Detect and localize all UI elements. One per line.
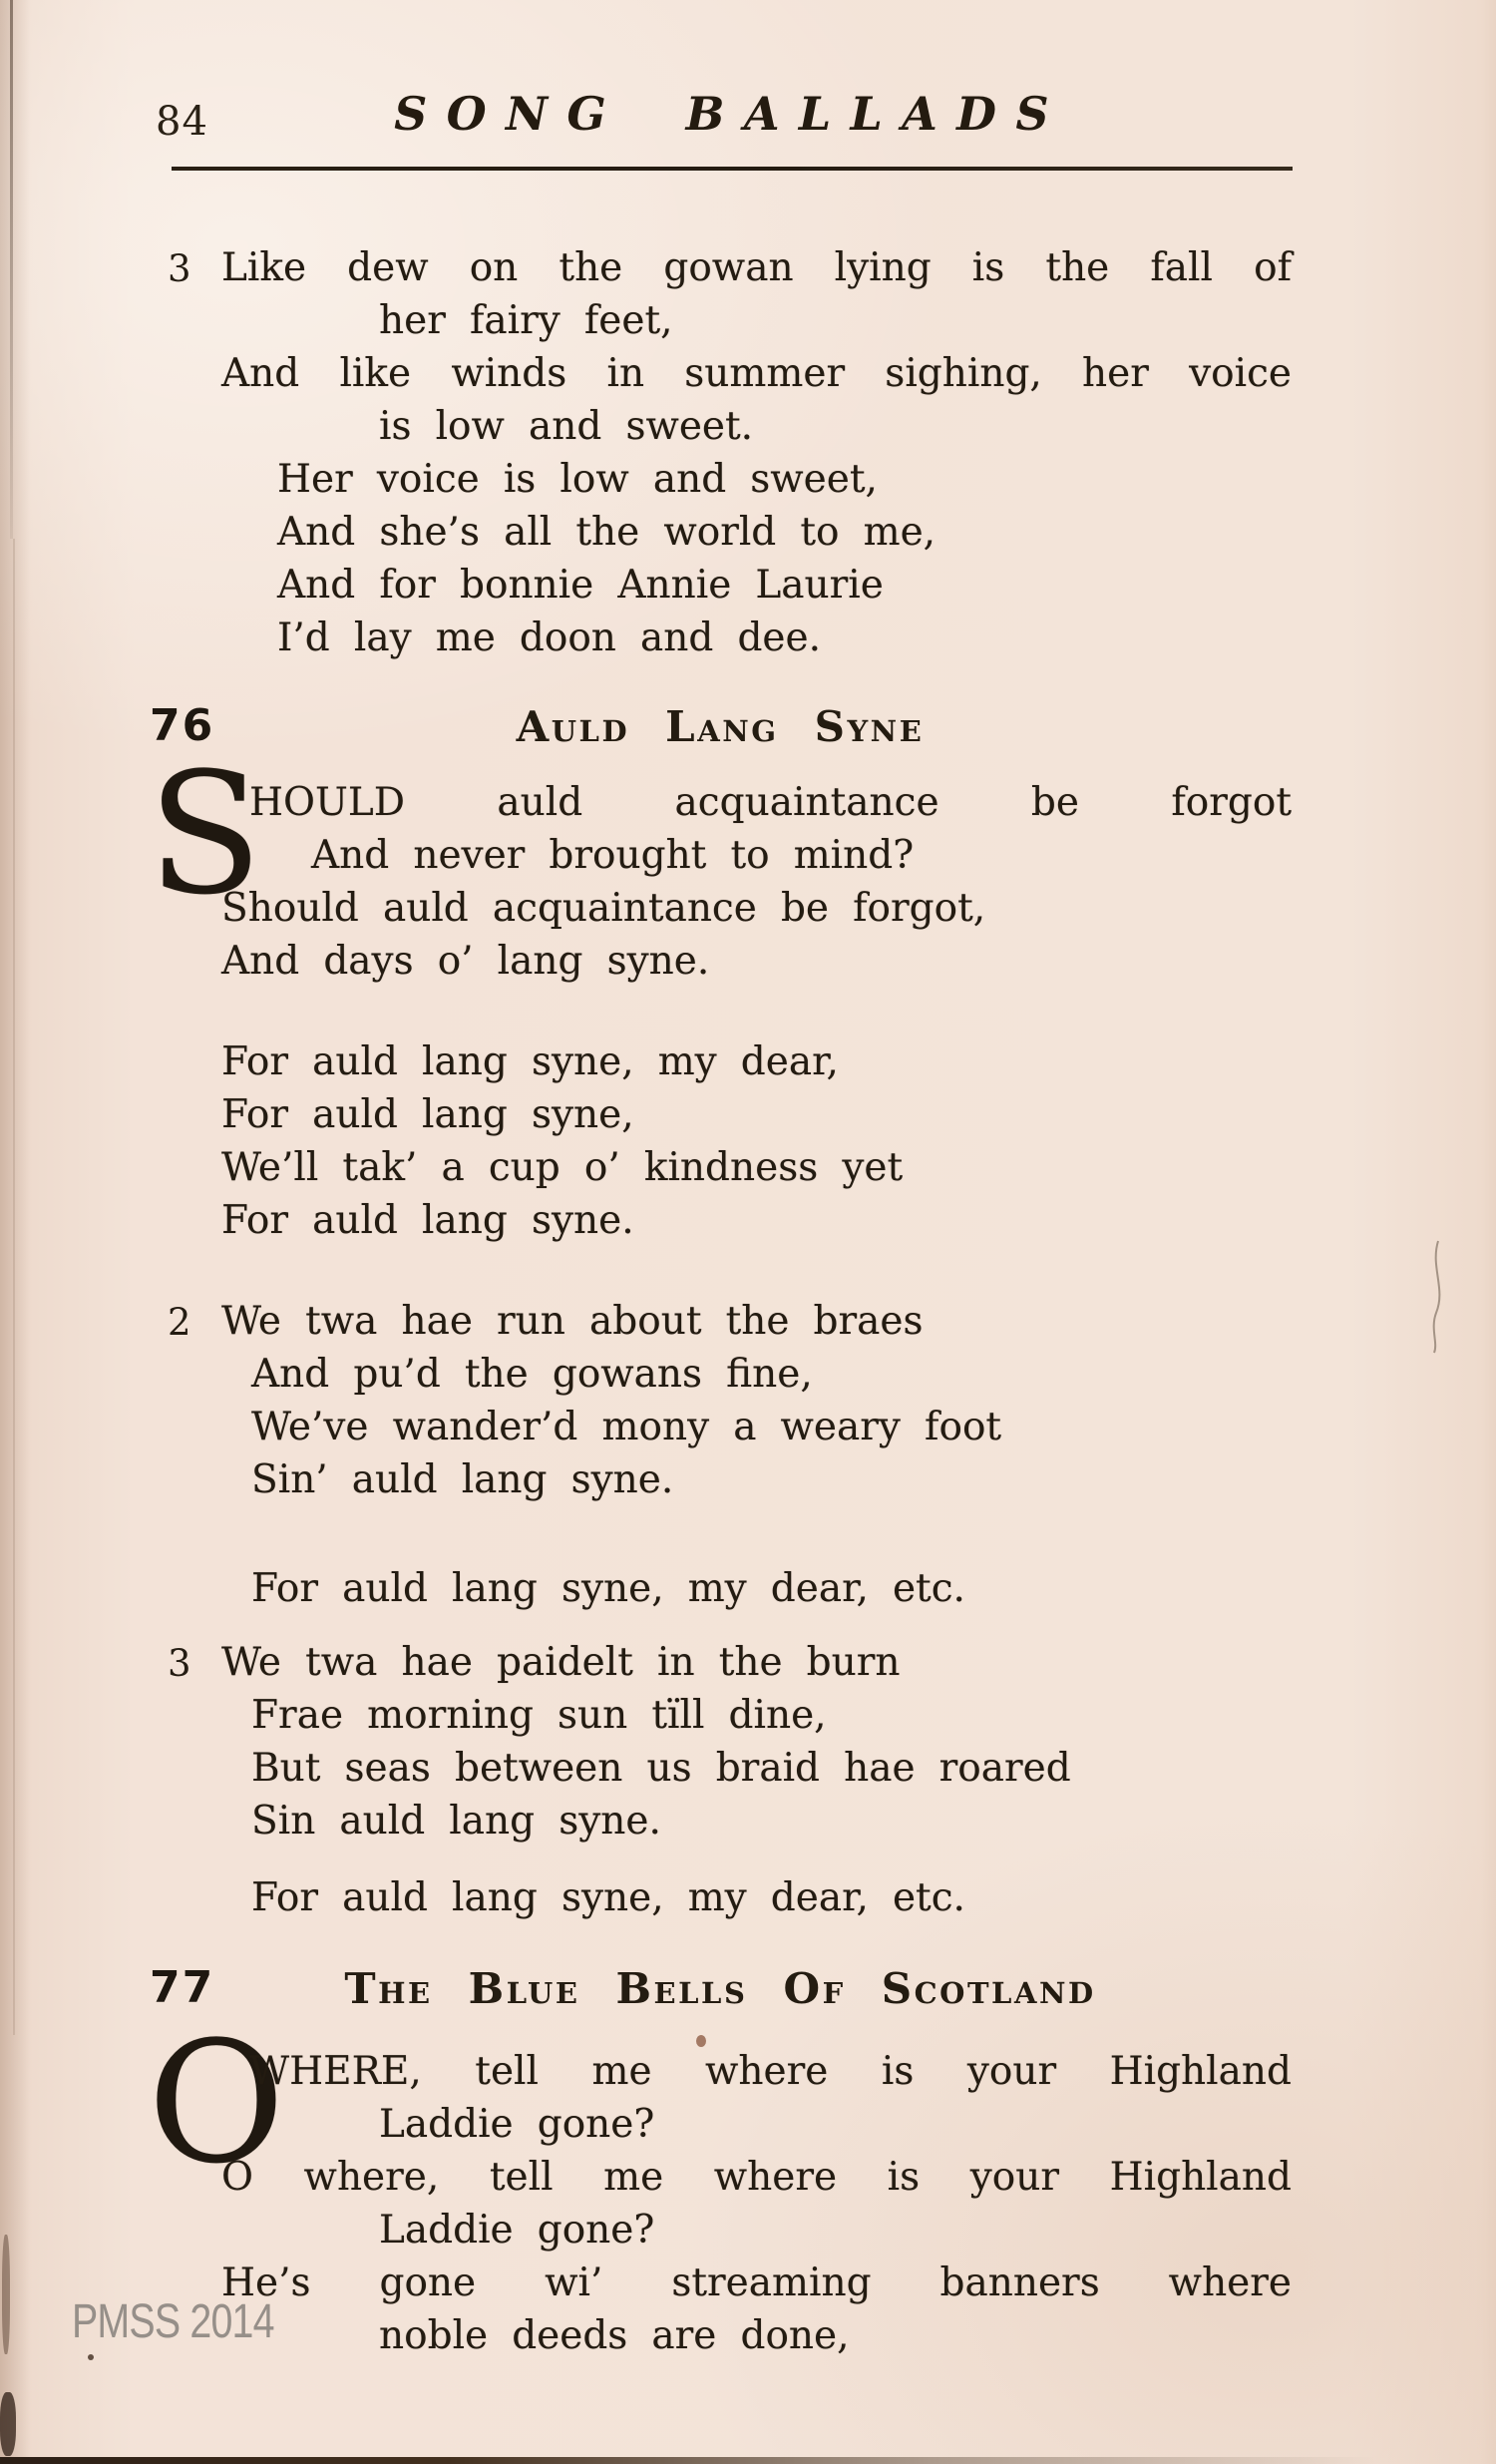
verse-line: For auld lang syne, my dear, etc. [251, 1566, 965, 1611]
page-corner-mark [0, 2392, 16, 2456]
song-number: 76 [150, 700, 215, 751]
verse-line: O where, tell me where is your Highland [221, 2155, 1292, 2200]
verse-line: Her voice is low and sweet, [277, 457, 878, 502]
verse-line: And days o’ lang syne. [221, 939, 710, 984]
verse-line: is low and sweet. [379, 404, 754, 449]
song-title: The Blue Bells Of Scotland [344, 1964, 1096, 2013]
verse [0, 241, 1496, 664]
verse-line: We’ll tak’ a cup o’ kindness yet [221, 1145, 904, 1190]
running-header-title: SONG BALLADS [394, 87, 1068, 141]
verse [0, 736, 1496, 988]
watermark: PMSS 2014 [72, 2295, 274, 2348]
dropcap-letter: S [148, 736, 263, 932]
verse-line: Sin’ auld lang syne. [251, 1457, 674, 1502]
verse-line: And pu’d the gowans fine, [251, 1352, 813, 1397]
page-edge-shadow-bottom [0, 2457, 1496, 2464]
dropcap-letter: O [148, 2005, 285, 2201]
verse-line: We’ve wander’d mony a weary foot [251, 1405, 1002, 1449]
page-number: 84 [156, 99, 208, 145]
verse-line: For auld lang syne, my dear, [221, 1039, 839, 1084]
verse-number: 2 [168, 1301, 191, 1344]
verse-line: We twa hae run about the braes [221, 1299, 924, 1344]
verse-line: I’d lay me doon and dee. [277, 616, 821, 660]
verse-line: And like winds in summer sighing, her voice [221, 351, 1292, 396]
verse-line: Should auld acquaintance be forgot, [221, 886, 986, 931]
verse-line: For auld lang syne, [221, 1092, 634, 1137]
verse-line: WHERE, tell me where is your Highland [249, 2049, 1292, 2094]
verse [0, 1295, 1496, 1506]
verse-line: Frae morning sun tïll dine, [251, 1693, 827, 1738]
song-number: 77 [150, 1962, 215, 2013]
verse-line: Laddie gone? [379, 2102, 655, 2147]
verse-line: He’s gone wi’ streaming banners where [221, 2260, 1292, 2305]
header-rule [172, 167, 1293, 171]
verse-line: Laddie gone? [379, 2208, 655, 2253]
verse-line: But seas between us braid hae roared [251, 1746, 1071, 1791]
verse-line: We twa hae paidelt in the burn [221, 1640, 901, 1685]
verse-line: And she’s all the world to me, [277, 510, 936, 555]
verse-number: 3 [168, 247, 191, 290]
song-title: Auld Lang Syne [516, 702, 925, 751]
verse [0, 1035, 1496, 1247]
verse [0, 1871, 1496, 1924]
verse-number: 3 [168, 1642, 191, 1685]
verse-line: HOULD auld acquaintance be forgot [249, 780, 1292, 825]
verse-line: And for bonnie Annie Laurie [277, 563, 884, 608]
verse-line: Like dew on the gowan lying is the fall of [221, 245, 1292, 290]
verse-line: her fairy feet, [379, 298, 673, 343]
verse [0, 1636, 1496, 1848]
verse [0, 1562, 1496, 1615]
verse-line: For auld lang syne. [221, 1198, 634, 1243]
verse [0, 2005, 1496, 2362]
verse-line: And never brought to mind? [311, 833, 915, 878]
verse-line: Sin auld lang syne. [251, 1799, 661, 1844]
verse-line: noble deeds are done, [379, 2313, 850, 2358]
verse-line: For auld lang syne, my dear, etc. [251, 1875, 965, 1920]
